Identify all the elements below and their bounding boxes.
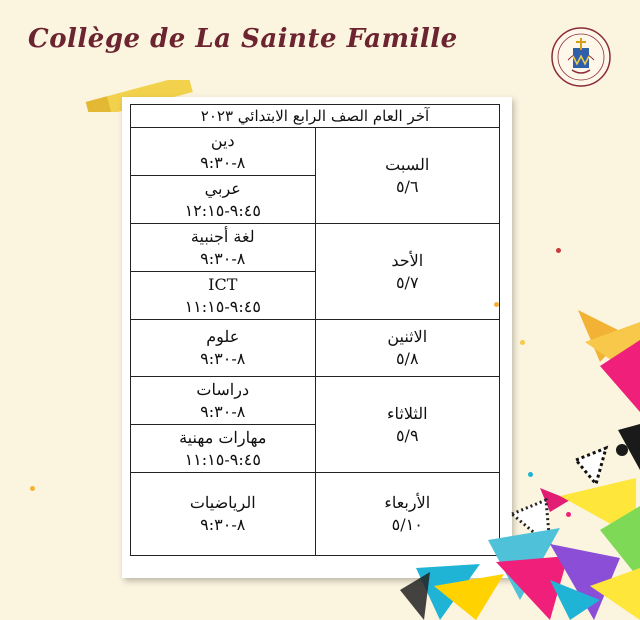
exam-subject: عربي [204, 178, 241, 198]
day-date: ٥/٧ [395, 272, 419, 292]
exam-cell [131, 176, 316, 224]
day-name: السبت [385, 154, 430, 174]
exam-cell [131, 320, 316, 377]
triangle-shape [576, 448, 606, 484]
geometric-decoration [400, 300, 640, 620]
day-date: ٥/٩ [395, 425, 419, 445]
exam-time: ٨-٩:٣٠ [200, 152, 246, 172]
confetti-dot [566, 512, 571, 517]
confetti-dot [556, 248, 561, 253]
exam-subject: ICT [208, 274, 238, 294]
exam-subject: لغة أجنبية [190, 226, 255, 246]
confetti-dot [528, 472, 533, 477]
table-row [131, 128, 500, 176]
day-date: ٥/١٠ [391, 515, 423, 534]
exam-cell [131, 128, 316, 176]
exam-cell [131, 377, 316, 425]
day-name: الثلاثاء [386, 403, 428, 423]
exam-time: ٩:٤٥-١٢:١٥ [184, 200, 261, 220]
exam-cell [131, 224, 316, 272]
exam-time: ٩:٤٥-١١:١٥ [184, 296, 261, 316]
exam-cell [131, 272, 316, 320]
exam-time: ٨-٩:٣٠ [200, 515, 246, 534]
day-name: الاثنين [387, 327, 428, 346]
school-logo [550, 26, 612, 88]
triangle-shape [400, 572, 430, 620]
confetti-dot [30, 486, 35, 491]
circle-shape [616, 444, 628, 456]
confetti-dot [494, 302, 499, 307]
exam-cell [131, 473, 316, 556]
exam-subject: علوم [206, 327, 240, 346]
exam-subject: مهارات مهنية [179, 427, 267, 447]
table-row [131, 224, 500, 272]
table-header-row [131, 105, 500, 128]
day-date: ٥/٦ [395, 176, 419, 196]
exam-time: ٩:٤٥-١١:١٥ [184, 449, 261, 469]
day-name: الأربعاء [384, 493, 431, 512]
day-date: ٥/٨ [395, 349, 419, 368]
confetti-dot [520, 340, 525, 345]
schedule-title: آخر العام الصف الرابع الابتدائي ٢٠٢٣ [131, 105, 500, 128]
exam-subject: دراسات [196, 379, 250, 399]
exam-time: ٨-٩:٣٠ [200, 349, 246, 368]
exam-time: ٨-٩:٣٠ [200, 401, 246, 421]
day-name: الأحد [391, 250, 424, 270]
exam-time: ٨-٩:٣٠ [200, 248, 246, 268]
school-name: Collège de La Sainte Famille [28, 24, 458, 54]
exam-cell [131, 425, 316, 473]
exam-subject: دين [210, 130, 235, 150]
exam-subject: الرياضيات [189, 493, 256, 512]
day-cell [315, 128, 500, 224]
